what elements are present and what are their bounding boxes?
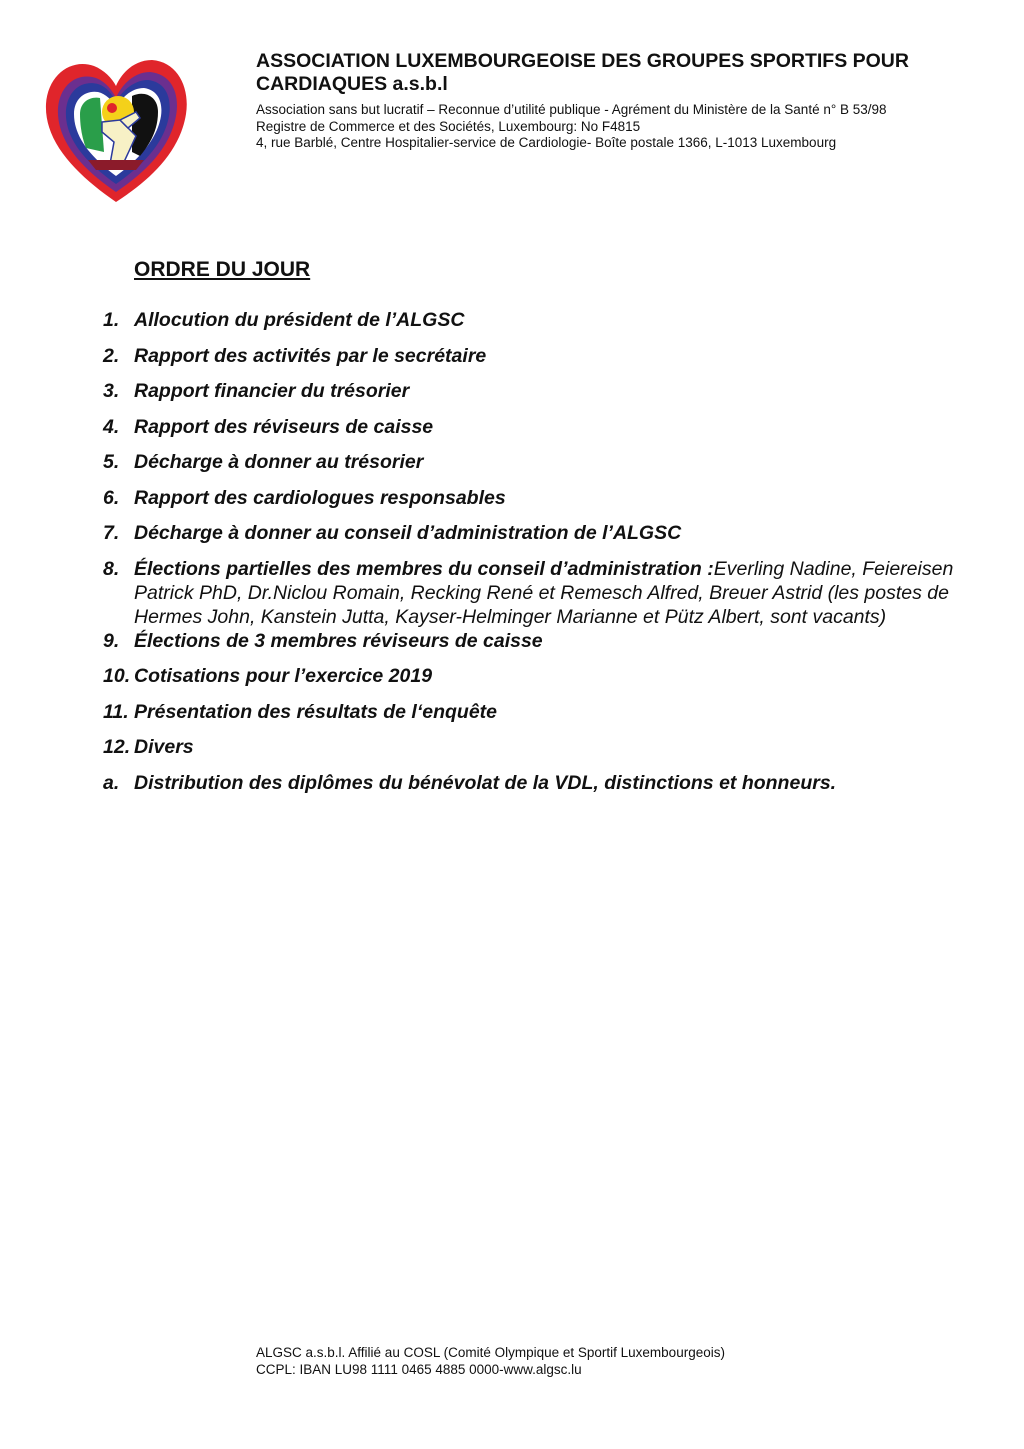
footer-bank-website: CCPL: IBAN LU98 1111 0465 4885 0000-www.algsc.lu	[256, 1362, 582, 1377]
footer-affiliation: ALGSC a.s.b.l. Affilié au COSL (Comité Olympique et Sportif Luxembourgeois)	[256, 1345, 725, 1360]
item-text: Cotisations pour l’exercice 2019	[134, 665, 433, 687]
agenda-item-3	[100, 379, 980, 403]
organization-name: ASSOCIATION LUXEMBOURGEOISE DES GROUPES SPORTIFS POUR CARDIAQUES a.s.b.l	[256, 50, 909, 95]
item-number: 10.	[103, 665, 131, 687]
item-number: 7.	[103, 522, 120, 544]
item-text: Rapport des activités par le secrétaire	[134, 344, 487, 367]
item-detail: Everling Nadine, Feiereisen Patrick PhD, Dr.Niclou Romain, Recking René et Remesch Alfred, Breuer Astrid (les postes de Hermes John, Kanstein Jutta, Kayser-Helminger Marianne et Pütz Albert, sont vacants)	[134, 557, 954, 628]
item-text: Décharge à donner au conseil d’administration de l’ALGSC	[134, 522, 682, 544]
item-text: Élections de 3 membres réviseurs de caisse	[134, 629, 543, 652]
agenda-item-11	[100, 700, 980, 724]
item-number: 1.	[103, 309, 120, 331]
agenda-item-5	[100, 450, 980, 474]
item-text: Divers	[134, 736, 194, 758]
item-number: 2.	[103, 344, 120, 367]
item-text: Allocution du président de l’ALGSC	[134, 309, 465, 331]
item-number: 11.	[103, 700, 129, 723]
agenda-item-a	[100, 771, 980, 795]
item-text: Présentation des résultats de l‘enquête	[134, 700, 498, 723]
item-number: 6.	[103, 486, 120, 509]
item-number: 4.	[103, 415, 120, 438]
item-number: 5.	[103, 451, 120, 473]
item-text: Rapport financier du trésorier	[134, 380, 410, 402]
agenda-list	[100, 308, 980, 806]
item-number: 9.	[103, 629, 120, 652]
agenda-item-6	[100, 486, 980, 510]
item-number: 12.	[103, 736, 131, 758]
letterhead	[256, 50, 996, 152]
item-text: Élections partielles des membres du conseil d’administration :	[134, 557, 714, 580]
org-address: 4, rue Barblé, Centre Hospitalier-service de Cardiologie- Boîte postale 1366, L-1013 Luxembourg	[256, 135, 837, 150]
item-text: Rapport des réviseurs de caisse	[134, 415, 434, 438]
footer	[256, 1344, 956, 1378]
agenda-item-2	[100, 344, 980, 368]
org-legal-status: Association sans but lucratif – Reconnue d’utilité publique - Agrément du Ministère de la Santé n° B 53/98	[256, 102, 887, 117]
item-number: 3.	[103, 380, 120, 402]
agenda-item-8	[100, 557, 980, 629]
agenda-item-1	[100, 308, 980, 332]
agenda-item-7	[100, 521, 980, 545]
item-number: 8.	[103, 557, 120, 580]
agenda-item-4	[100, 415, 980, 439]
agenda-item-9	[100, 629, 980, 653]
agenda-title: ORDRE DU JOUR	[134, 258, 311, 281]
agenda-item-10	[100, 664, 980, 688]
org-registry: Registre de Commerce et des Sociétés, Luxembourg: No F4815	[256, 118, 641, 134]
item-number: a.	[103, 771, 120, 794]
item-text: Décharge à donner au trésorier	[134, 451, 424, 473]
item-text: Rapport des cardiologues responsables	[134, 486, 506, 509]
item-text: Distribution des diplômes du bénévolat de la VDL, distinctions et honneurs.	[134, 771, 837, 794]
heart-logo-icon	[40, 52, 192, 204]
agenda-item-12	[100, 735, 980, 759]
